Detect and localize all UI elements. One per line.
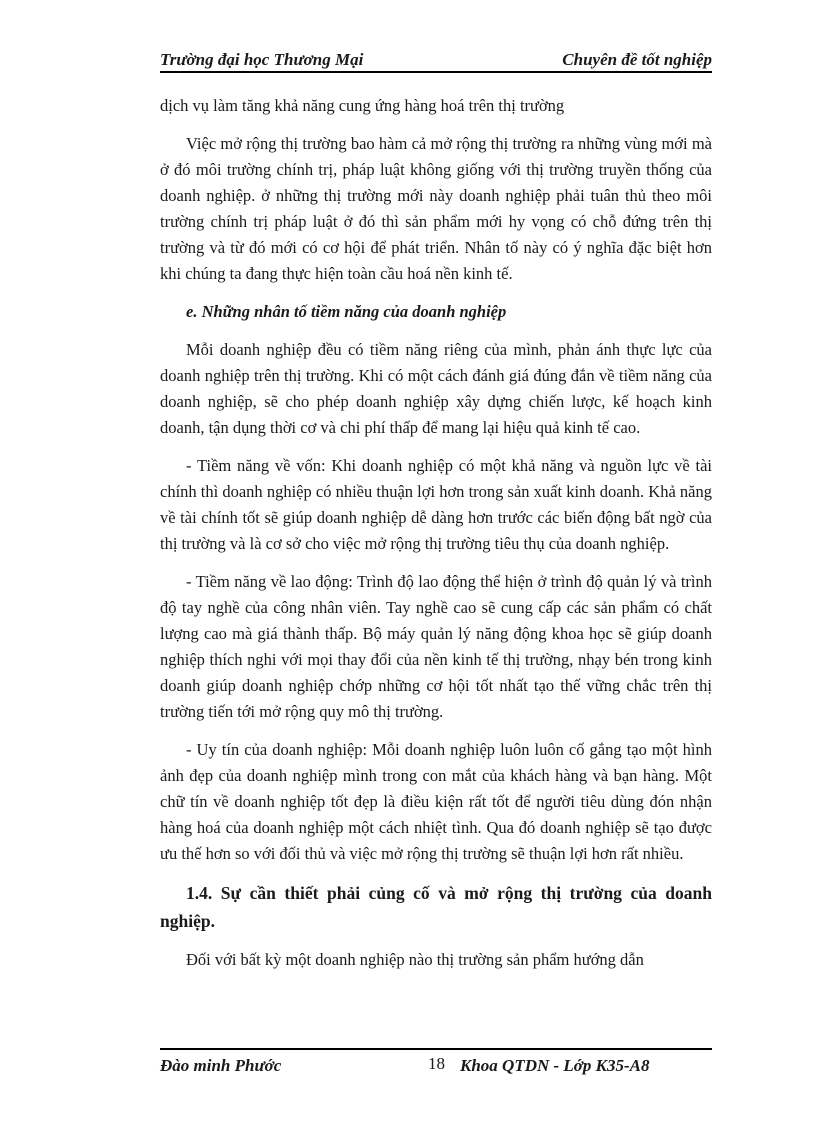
page-body bbox=[160, 93, 712, 985]
section-heading-1-4: 1.4. Sự cần thiết phải củng cố và mở rộng thị trường của doanh nghiệp. bbox=[160, 883, 712, 931]
page-number: 18 bbox=[428, 1054, 445, 1073]
subheading-potential-factors: e. Những nhân tố tiềm năng của doanh nghiệp bbox=[186, 302, 507, 321]
footer-author: Đào minh Phước bbox=[160, 1056, 282, 1075]
page-header bbox=[160, 50, 712, 76]
header-university: Trường đại học Thương Mại bbox=[160, 50, 364, 69]
header-rule bbox=[160, 71, 712, 73]
paragraph-market-guidance: Đối với bất kỳ một doanh nghiệp nào thị trường sản phẩm hướng dẫn bbox=[186, 950, 644, 969]
footer-class-info: Khoa QTDN - Lớp K35-A8 bbox=[460, 1056, 650, 1075]
paragraph-labor-potential: - Tiềm năng về lao động: Trình độ lao động thể hiện ở trình độ quản lý và trình độ tay nghề của công nhân viên. Tay nghề cao sẽ cung cấp các sản phẩm có chất lượng cao mà giá thành thấp. Bộ máy quản lý năng động khoa học sẽ giúp doanh nghiệp thích nghi với mọi thay đổi của nền kinh tế thị trường, nhạy bén trong kinh doanh giúp doanh nghiệp chớp những cơ hội tốt nhất tạo thế vững chắc trên thị trường tiến tới mở rộng quy mô thị trường. bbox=[160, 572, 712, 721]
paragraph-capital-potential: - Tiềm năng về vốn: Khi doanh nghiệp có một khả năng và nguồn lực về tài chính thì doanh nghiệp có nhiều thuận lợi hơn trong sản xuất kinh doanh. Khả năng về tài chính tốt sẽ giúp doanh nghiệp dễ dàng hơn trước các biến động bất ngờ của thị trường và là cơ sở cho việc mở rộng thị trường tiêu thụ của doanh nghiệp. bbox=[160, 456, 712, 553]
header-document-type: Chuyên đề tốt nghiệp bbox=[562, 50, 712, 69]
paragraph-continuation: dịch vụ làm tăng khả năng cung ứng hàng hoá trên thị trường bbox=[160, 96, 565, 115]
page-footer bbox=[160, 1048, 712, 1078]
footer-rule bbox=[160, 1048, 712, 1050]
paragraph-enterprise-potential: Mỗi doanh nghiệp đều có tiềm năng riêng của mình, phản ánh thực lực của doanh nghiệp trên thị trường. Khi có một cách đánh giá đúng đắn về tiềm năng của doanh nghiệp, sẽ cho phép doanh nghiệp xây dựng chiến lược, kế hoạch kinh doanh, tận dụng thời cơ và chi phí thấp để mang lại hiệu quả kinh tế cao. bbox=[160, 340, 712, 437]
paragraph-market-expansion: Việc mở rộng thị trường bao hàm cả mở rộng thị trường ra những vùng mới mà ở đó môi trường chính trị, pháp luật không giống với thị trường truyền thống của doanh nghiệp. ở những thị trường mới này doanh nghiệp phải tuân thủ theo môi trường chính trị pháp luật ở đó thì sản phẩm mới hy vọng có chỗ đứng trên thị trường và từ đó mới có cơ hội để phát triển. Nhân tố này có ý nghĩa đặc biệt hơn khi chúng ta đang thực hiện toàn cầu hoá nền kinh tế. bbox=[160, 134, 712, 283]
paragraph-reputation: - Uy tín của doanh nghiệp: Mỗi doanh nghiệp luôn luôn cố gắng tạo một hình ảnh đẹp của doanh nghiệp mình trong con mắt của khách hàng và bạn hàng. Một chữ tín về doanh nghiệp tốt đẹp là điều kiện rất tốt để người tiêu dùng đón nhận hàng hoá của doanh nghiệp một cách nhiệt tình. Qua đó doanh nghiệp sẽ tạo được ưu thế hơn so với đối thủ và việc mở rộng thị trường sẽ thuận lợi hơn rất nhiều. bbox=[160, 740, 712, 863]
